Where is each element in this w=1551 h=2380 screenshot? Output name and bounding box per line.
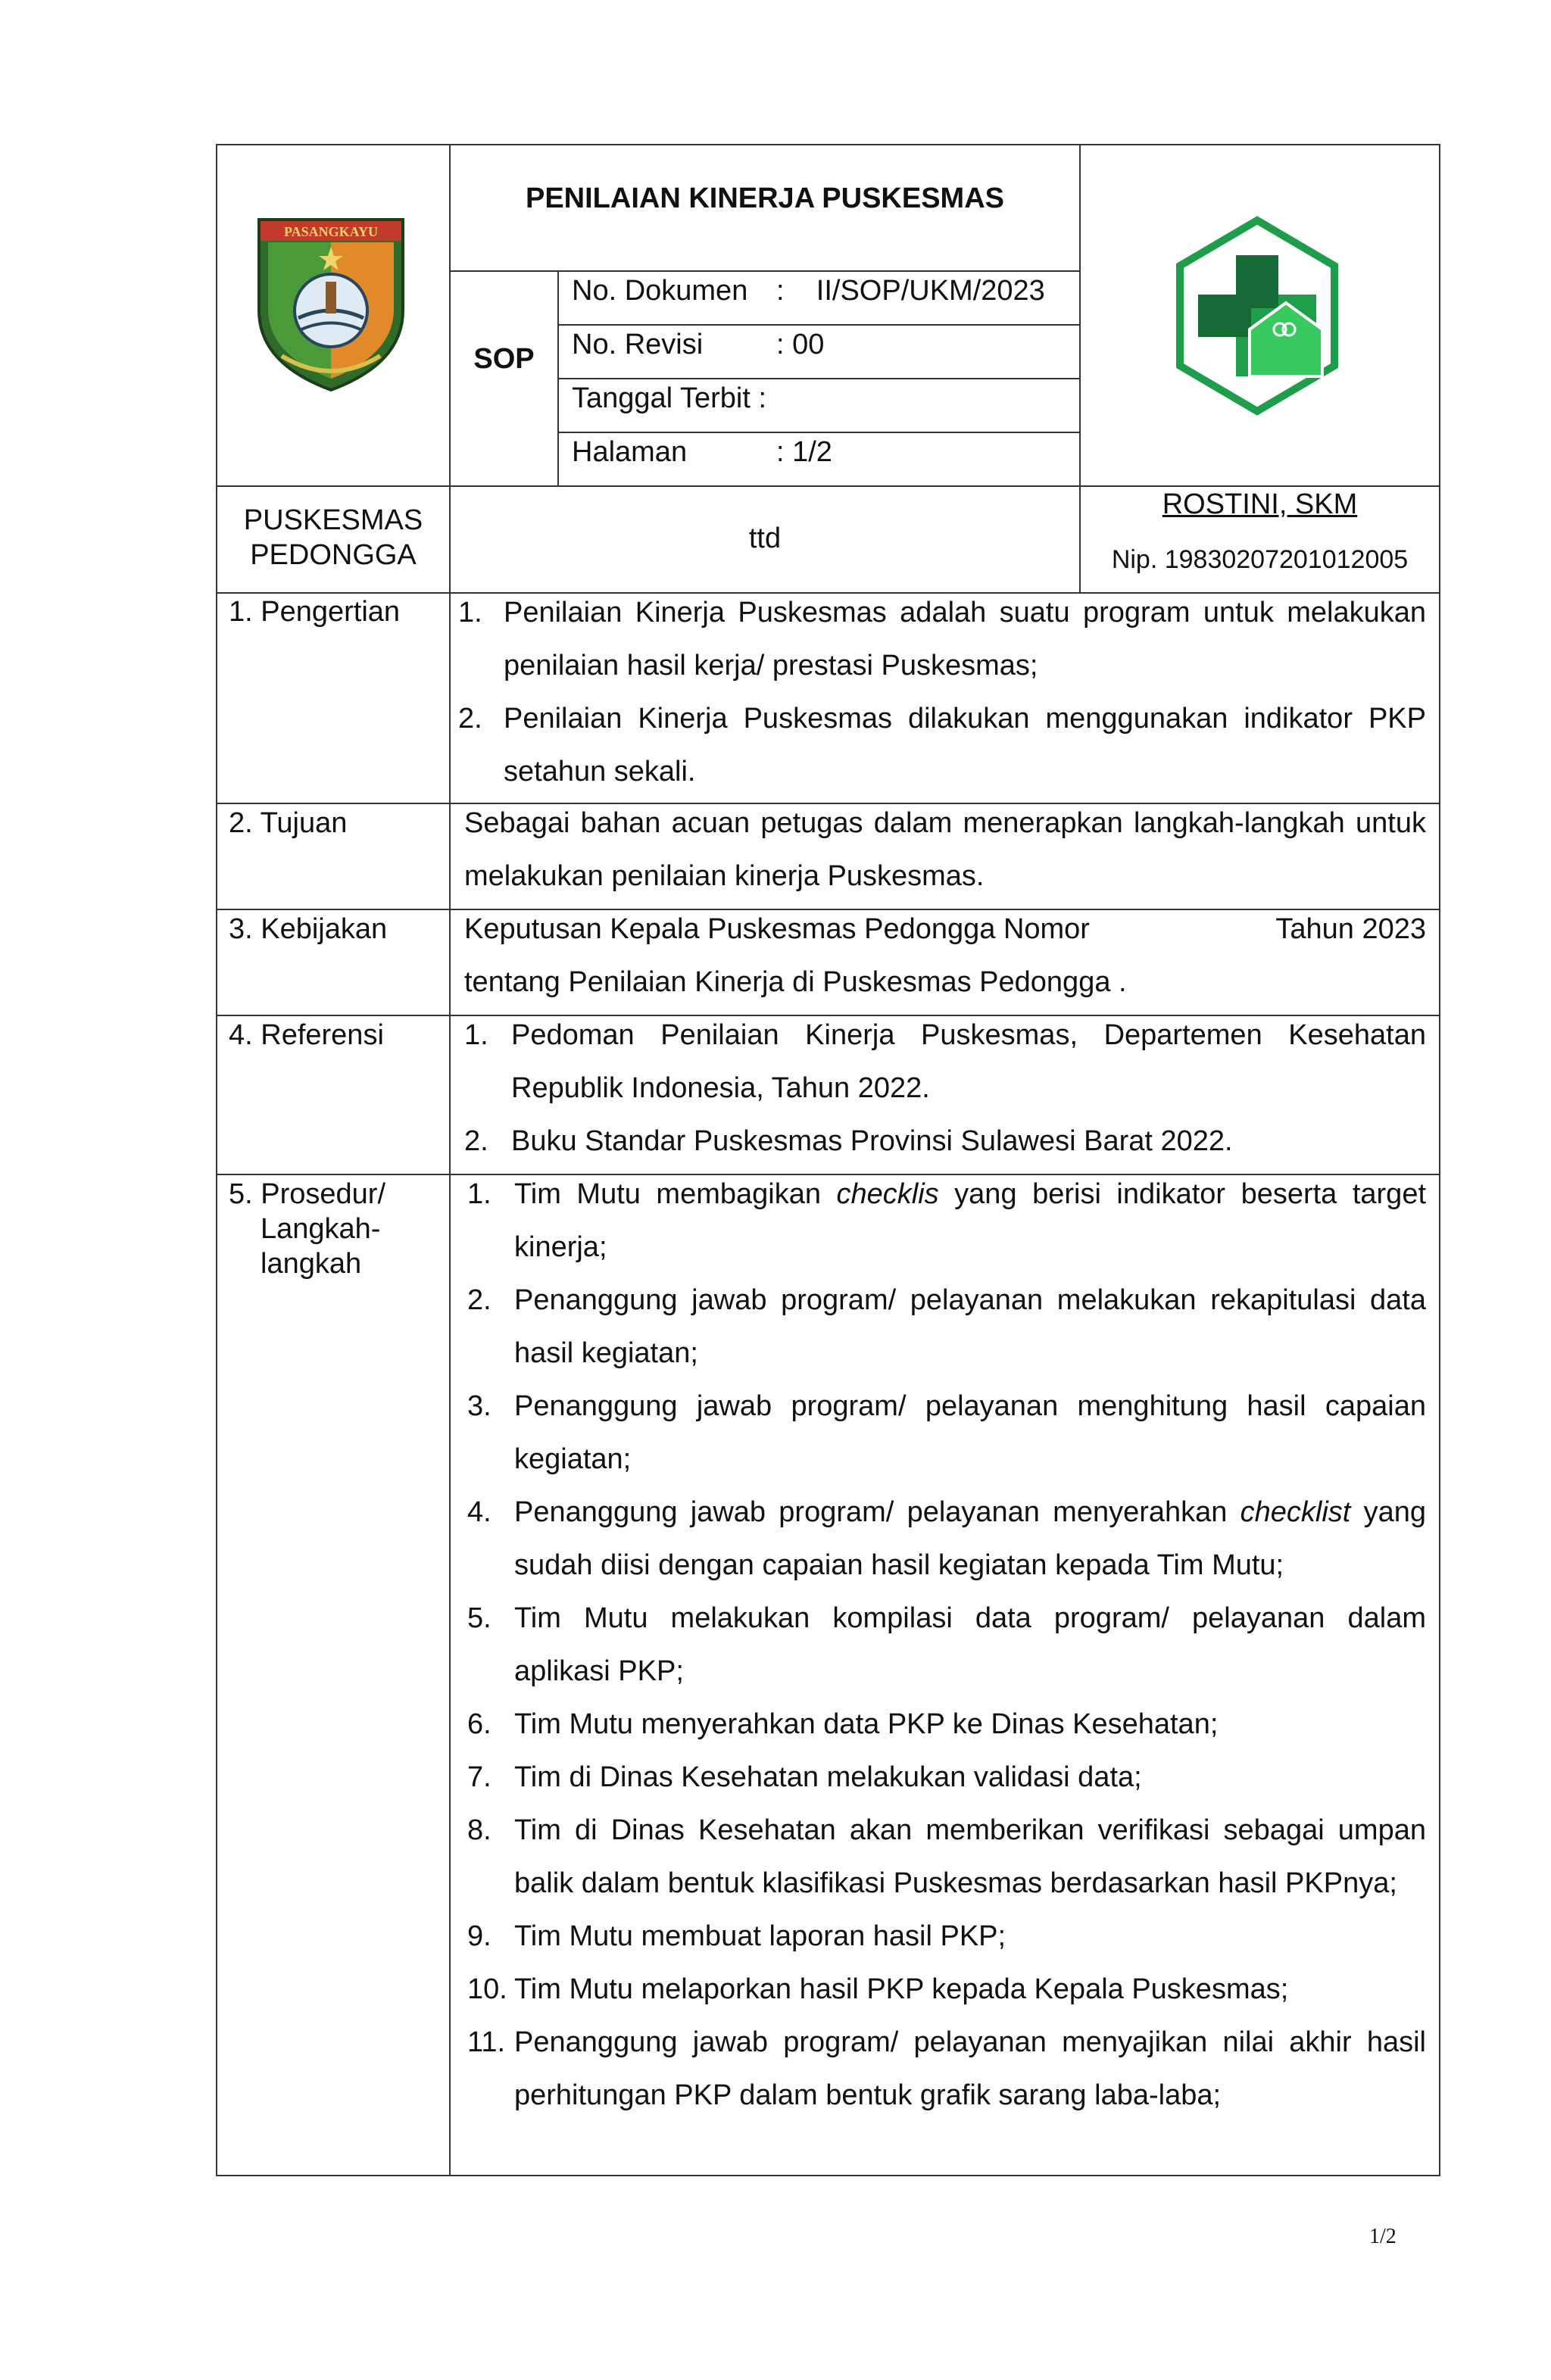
item-number: 4. — [467, 1496, 492, 1528]
left-column-divider — [449, 144, 451, 1193]
item-number: 7. — [467, 1761, 492, 1793]
item-text — [514, 1592, 1426, 1698]
page-number: 1/2 — [1369, 2225, 1397, 2248]
section-label-prosedur: 5. Prosedur/ — [229, 1178, 385, 1210]
item-text — [514, 1168, 1426, 1274]
doc-row-line-1 — [557, 324, 1081, 326]
item-text — [514, 1274, 1426, 1380]
item-text — [514, 1380, 1426, 1486]
revision-value: : 00 — [776, 329, 825, 360]
item-number: 2. — [464, 1125, 488, 1157]
item-text: Penilaian Kinerja Puskesmas adalah suatu program untuk melakukan penilaian hasil kerja/ prestasi Puskesmas; — [504, 597, 1426, 682]
list-item — [467, 1380, 1426, 1486]
item-text — [514, 1910, 1426, 1963]
referensi-list — [464, 1009, 1426, 1168]
kebijakan-year: Tahun 2023 — [1275, 913, 1426, 945]
item-number: 10. — [467, 1973, 507, 2005]
pengertian-list — [458, 586, 1426, 798]
item-text-part: Penanggung jawab program/ pelayanan melakukan rekapitulasi data hasil kegiatan; — [514, 1284, 1426, 1369]
item-text: Penilaian Kinerja Puskesmas dilakukan menggunakan indikator PKP setahun sekali. — [504, 703, 1426, 788]
list-item — [458, 586, 1426, 692]
item-text — [514, 1804, 1426, 1910]
signer-nip: Nip. 19830207201012005 — [1111, 545, 1409, 574]
section-label-prosedur-2: Langkah- — [261, 1213, 381, 1245]
list-item — [458, 692, 1426, 798]
item-text-part: Tim di Dinas Kesehatan melakukan validasi data; — [514, 1761, 1142, 1793]
document-title: PENILAIAN KINERJA PUSKESMAS — [525, 182, 1004, 214]
item-text: Pedoman Penilaian Kinerja Puskesmas, Departemen Kesehatan Republik Indonesia, Tahun 2022. — [511, 1019, 1426, 1104]
kebijakan-line-1 — [464, 903, 1426, 956]
item-text-part: yang sudah diisi dengan capaian hasil kegiatan kepada Tim Mutu; — [514, 1496, 1426, 1581]
list-item — [467, 1486, 1426, 1592]
doc-number-value: : II/SOP/UKM/2023 — [776, 275, 1045, 307]
org-name-line2: PEDONGGA — [250, 539, 417, 571]
org-name-line1: PUSKESMAS — [243, 504, 423, 536]
prosedur-list — [467, 1168, 1426, 2122]
list-item — [467, 1910, 1426, 1963]
list-item — [467, 1592, 1426, 1698]
item-text-part: yang berisi indikator beserta target kinerja; — [514, 1178, 1427, 1263]
item-text-part: Tim Mutu membuat laporan hasil PKP; — [514, 1920, 1006, 1952]
item-text-part: Tim Mutu melakukan kompilasi data program/ pelayanan dalam aplikasi PKP; — [514, 1602, 1426, 1687]
list-item — [467, 1698, 1426, 1751]
puskesmas-logo — [1174, 216, 1340, 416]
page-value: : 1/2 — [776, 436, 832, 468]
header-bottom-line — [216, 485, 1440, 487]
doc-row-line-3 — [557, 432, 1081, 433]
title-bottom-line — [449, 270, 1081, 272]
section-label-prosedur-3: langkah — [261, 1248, 362, 1280]
item-text — [514, 2016, 1426, 2122]
tujuan-text: Sebagai bahan acuan petugas dalam menerapkan langkah-langkah untuk melakukan penilaian kinerja Puskesmas. — [464, 807, 1426, 892]
issue-date-label: Tanggal Terbit : — [572, 382, 767, 414]
section-label-tujuan: 2. Tujuan — [229, 807, 348, 839]
item-number: 1. — [467, 1178, 492, 1210]
section-label-pengertian: 1. Pengertian — [229, 596, 401, 628]
item-number: 5. — [467, 1602, 492, 1634]
item-text — [514, 1963, 1426, 2016]
sop-label: SOP — [473, 343, 535, 375]
item-number: 11. — [467, 2026, 506, 2058]
item-emphasis: checklis — [836, 1178, 939, 1210]
section-label-referensi: 4. Referensi — [229, 1019, 384, 1051]
item-text-part: Tim Mutu membagikan — [514, 1178, 837, 1210]
item-number: 1. — [464, 1019, 488, 1051]
item-text — [514, 1486, 1426, 1592]
list-item — [467, 1963, 1426, 2016]
list-item — [464, 1009, 1426, 1115]
item-text-part: Penanggung jawab program/ pelayanan menghitung hasil capaian kegiatan; — [514, 1390, 1426, 1475]
regency-shield-icon — [251, 212, 410, 394]
kebijakan-text — [464, 903, 1426, 1009]
list-item — [467, 1804, 1426, 1910]
item-emphasis: checklist — [1240, 1496, 1351, 1528]
item-text-part: Tim di Dinas Kesehatan akan memberikan verifikasi sebagai umpan balik dalam bentuk klasifikasi Puskesmas berdasarkan hasil PKPnya; — [514, 1814, 1426, 1899]
puskesmas-cross-icon — [1174, 216, 1340, 416]
item-text-part: Tim Mutu menyerahkan data PKP ke Dinas Kesehatan; — [514, 1708, 1219, 1740]
header-right-divider — [1079, 144, 1081, 486]
item-number: 2. — [458, 703, 482, 735]
kebijakan-line-2: tentang Penilaian Kinerja di Puskesmas Pedongga . — [464, 966, 1127, 998]
item-number: 1. — [458, 597, 482, 629]
item-text-part: Penanggung jawab program/ pelayanan menyerahkan — [514, 1496, 1240, 1528]
item-number: 3. — [467, 1390, 492, 1422]
list-item — [464, 1115, 1426, 1168]
pasangkayu-emblem — [251, 212, 410, 394]
item-text — [514, 1698, 1426, 1751]
signer-name: ROSTINI, SKM — [1162, 488, 1358, 520]
section-label-kebijakan: 3. Kebijakan — [229, 913, 388, 945]
kebijakan-decree: Keputusan Kepala Puskesmas Pedongga Nomor — [464, 913, 1090, 945]
doc-number-label: No. Dokumen — [572, 275, 748, 307]
item-text-part: Tim Mutu melaporkan hasil PKP kepada Kepala Puskesmas; — [514, 1973, 1289, 2005]
item-number: 2. — [467, 1284, 492, 1316]
signature-text: ttd — [748, 522, 782, 554]
left-column-divider-lower — [449, 1174, 451, 2176]
item-text: Buku Standar Puskesmas Provinsi Sulawesi Barat 2022. — [511, 1125, 1233, 1157]
list-item — [467, 2016, 1426, 2122]
item-text — [514, 1751, 1426, 1804]
doc-row-line-2 — [557, 378, 1081, 379]
svg-text:PASANGKAYU: PASANGKAYU — [283, 224, 379, 239]
page-label: Halaman — [572, 436, 688, 468]
item-number: 9. — [467, 1920, 492, 1952]
list-item — [467, 1751, 1426, 1804]
list-item — [467, 1168, 1426, 1274]
revision-label: No. Revisi — [572, 329, 704, 360]
item-number: 6. — [467, 1708, 492, 1740]
item-number: 8. — [467, 1814, 492, 1846]
list-item — [467, 1274, 1426, 1380]
item-text-part: Penanggung jawab program/ pelayanan menyajikan nilai akhir hasil perhitungan PKP dalam bentuk grafik sarang laba-laba; — [514, 2026, 1426, 2111]
